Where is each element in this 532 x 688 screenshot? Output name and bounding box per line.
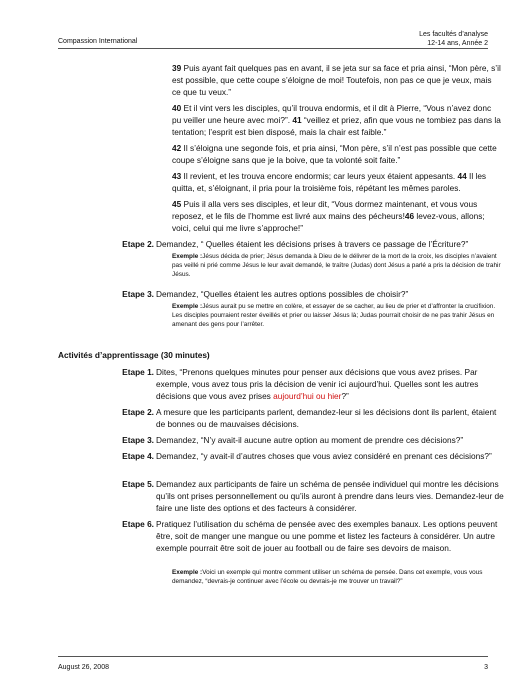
page-header-left: Compassion International	[58, 38, 138, 45]
example-label: Exemple :	[172, 253, 203, 260]
verse-text: “veillez et priez, afin que vous ne tombiez pas dans la tentation; l’esprit est bien disposé, mais la chair est faible.”	[172, 115, 501, 137]
etape-label: Etape 3.	[122, 435, 154, 445]
header-rule	[58, 48, 488, 49]
verse-text: Il les quitta, et, s’éloignant, il pria pour la troisième fois, répétant les mêmes paroles.	[172, 171, 487, 193]
etape-text: Demandez, “Quelles étaient les autres options possibles de choisir?”	[156, 289, 409, 299]
example-label: Exemple :	[172, 303, 203, 310]
etape-text: Pratiquez l’utilisation du schéma de pensée avec des exemples banaux. Les options peuvent être, soit de manger une mangue ou une pomme et listez les facteurs à considérer. Un autre exemple pourrait être soit de jouer au football ou de faire ses devoirs de maison.	[156, 519, 498, 553]
header-subtitle: 12-14 ans, Année 2	[427, 40, 488, 47]
verse-text: Et il vint vers les disciples, qu’il trouva endormis, et il dit à Pierre, “Vous n’avez donc pu veiller une heure avec moi?”.	[172, 103, 492, 125]
verse-number: 45	[172, 199, 182, 209]
example-text: Voici un exemple qui montre comment utiliser un schéma de pensée. Dans cet exemple, vous vous demandez, “devrais-je continuer avec l’école ou devrais-je me trouver un travail?”	[172, 569, 483, 585]
verse-number: 46	[404, 211, 415, 221]
header-title: Les facultés d’analyse	[419, 31, 488, 38]
verse-43-44	[172, 170, 502, 194]
example-text: Jésus aurait pu se mettre en colère, et essayer de se cacher, au lieu de prier et d’affronter la crucifixion. Les disciples pourraient rester éveillés et prier ou laisser Jésus là; Judas pourrait choisir de ne pas trahir Jésus en amenant des gens pour l’arrêter.	[172, 303, 496, 328]
verse-text: levez-vous, allons; voici, celui qui me livre s’approche!”	[172, 211, 485, 233]
example-text: Jésus décida de prier; Jésus demanda à Dieu de le délivrer de la mort de la croix, les disciples n’avaient pas veillé ni prié comme Jésus le leur avait demandé, le traître (Judas) dont Jésus a parlé a pris la décision de trahir Jésus.	[172, 253, 501, 278]
verse-number: 44	[457, 171, 467, 181]
verse-number: 40	[172, 103, 182, 113]
etape-label: Etape 2.	[122, 407, 154, 417]
verse-42	[172, 142, 502, 166]
verse-number: 41	[292, 115, 302, 125]
footer-rule	[58, 656, 488, 657]
verse-text: Puis ayant fait quelques pas en avant, il se jeta sur sa face et pria ainsi, “Mon père, s’il est possible, que cette coupe s’éloigne de moi! Toutefois, non pas ce que je veux, mais ce que tu veux.”	[172, 63, 501, 97]
page-number: 3	[484, 664, 488, 671]
verse-number: 42	[172, 143, 182, 153]
etape-label: Etape 3.	[122, 289, 154, 299]
verse-text: Il s’éloigna une segonde fois, et pria ainsi, “Mon père, s’il n’est pas possible que cette coupe s’éloigne sans que je la boive, que ta volonté soit faite.”	[172, 143, 497, 165]
verse-number: 39	[172, 63, 182, 73]
page-header-right	[419, 30, 488, 48]
etape-label: Etape 6.	[122, 519, 154, 529]
footer-date: August 26, 2008	[58, 664, 109, 671]
etape-3-example	[172, 302, 502, 329]
etape-text: Demandez aux participants de faire un schéma de pensée individuel qui montre les décisions qu’ils ont prises personnellement ou qu’ils auront à prendre dans leurs vies. Demandez-leur de faire une liste des options et des facteurs à considérer.	[156, 479, 504, 513]
etape-label: Etape 5.	[122, 479, 154, 489]
etape-text: Demandez, “ Quelles étaient les décisions prises à travers ce passage de l’Écriture?”	[156, 239, 469, 249]
etape-2-example	[172, 252, 502, 279]
etape-text	[156, 366, 506, 402]
highlighted-text: aujourd’hui ou hier	[273, 391, 342, 401]
verse-text: Il revient, et les trouva encore endormis; car leurs yeux étaient appesants.	[181, 171, 458, 181]
verse-number: 43	[172, 171, 182, 181]
etape-label: Etape 1.	[122, 367, 154, 377]
etape-label: Etape 4.	[122, 451, 154, 461]
etape-6-example	[172, 568, 502, 586]
etape-text: Demandez, “y avait-il d’autres choses que vous aviez considéré en prenant ces décisions?”	[156, 451, 492, 461]
etape-text: Demandez, “N’y avait-il aucune autre option au moment de prendre ces décisions?”	[156, 435, 464, 445]
etape-text-part: Dites, “Prenons quelques minutes pour penser aux décisions que vous avez prises. Par exemple, vous avez tous pris la décision de venir ici aujourd’hui. Quelles sont les autres décisions que vous avez prises	[156, 367, 479, 401]
example-label: Exemple :	[172, 569, 203, 576]
section-title: Activités d’apprentissage (30 minutes)	[58, 350, 210, 360]
verse-45-46	[172, 198, 502, 234]
verse-40-41	[172, 102, 502, 138]
verse-39	[172, 62, 502, 98]
etape-text-part: ?”	[341, 391, 349, 401]
verse-text: Puis il alla vers ses disciples, et leur dit, “Vous dormez maintenant, et vous vous reposez, et le fils de l’homme est livré aux mains des pécheurs!	[172, 199, 478, 221]
etape-label: Etape 2.	[122, 239, 154, 249]
etape-text: A mesure que les participants parlent, demandez-leur si les décisions dont ils parlent, étaient de bonnes ou de mauvaises décisions.	[156, 407, 497, 429]
